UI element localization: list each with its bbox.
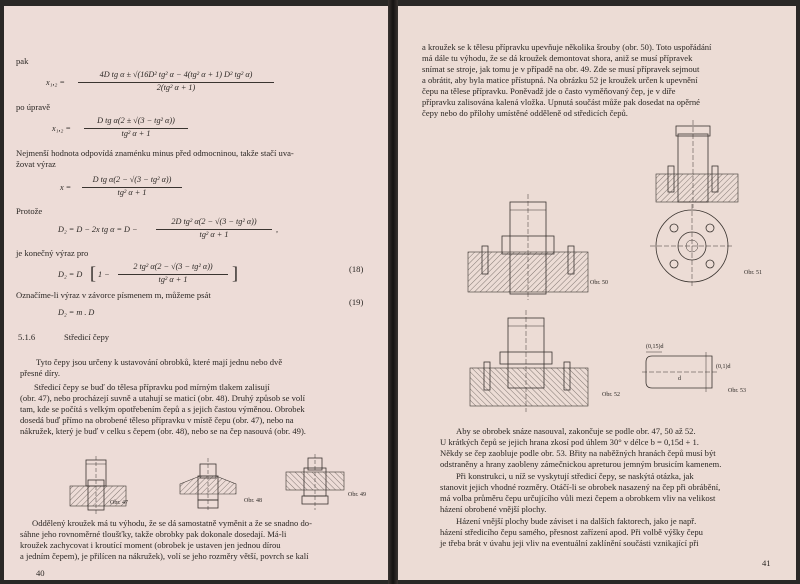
caption-fig-53: Obr. 53 <box>728 388 746 394</box>
page-number-right: 41 <box>762 558 771 568</box>
paragraph-1-line-1: Tyto čepy jsou určeny k ustavování obrobků, které mají jednu nebo dvě <box>36 357 283 367</box>
body-line-10: házení středicího čepu samého, přesnost zařízení apod. Při volbě výšky čepu <box>440 527 703 537</box>
caption-fig-48: Obr. 48 <box>244 498 262 504</box>
left-page: pak x₁,₂ = 4D tg α ± √(16D² tg² α − 4(tg² α + 1) D² tg² α) 2(tg² α + 1) po úpravě x₁,₂ = D tg α(2 ± √(3 − tg² α)) tg² α + 1 Nejmenší hodnota odpovídá znaménku minus před odmocninou, takže stačí uva- žovat výraz x = D tg α(2 − √(3 − tg² α)) tg² α + 1 Protože D₂ = D − 2x tg α = D − 2D tg² α(2 − √(3 − tg² α)) tg² α + 1 , je konečný výraz pro D₂ = D [ 1 − 2 tg² α(2 − √(3 − tg² α)) tg² α + 1 ] (18) Označíme-li výraz v závorce písmenem m, můžeme psát D₂ = m . D (19) 5.1.6 Středicí čepy Tyto čepy jsou určeny k ustavování obrobků, které mají jednu nebo dvě přesné díry. Středicí čepy se buď do tělesa přípravku pod mírným tlakem zalisují (obr. 47), nebo procházejí suvně a utahují se maticí (obr. 48). Druhý způsob se volí tam, kde se počítá s velkým opotřebením čepů a s jejich častou výměnou. Obrobek dosedá buď přímo na obrobené těleso přípravku v místě čepu (obr. 47), nebo na nákružek, který je buď v celku s čepem (obr. 48), nebo se na čep nasouvá (obr. 49). Obr. 47 Obr. 48 Obr. 49 Oddělený kroužek má tu výhodu, že se dá samostatně vyměnit a že se snadno do- sáhne jeho rovnoměrné tloušťky, takže obrobky pak dokonale dosedají. Má-li kroužek zachycovat i kroutící moment (obrobek je ustaven jen jednou dírou a jedním čepem), je přilícen na nákružek), volí se jeho rozměry větší, povrch se kalí 40 <box>4 6 388 580</box>
text-je-konecny: je konečný výraz pro <box>16 248 89 258</box>
figures-47-49 <box>4 6 388 580</box>
text-pak: pak <box>16 56 29 66</box>
text-protoze: Protože <box>16 206 43 216</box>
caption-fig-47: Obr. 47 <box>110 500 128 506</box>
right-line-4: a obrátit, aby byla matice přístupná. Na obrázku 52 je kroužek určen k upevnění <box>422 75 698 85</box>
body-line-4: odstraněny a hrany zaobleny zámečnickou apreturou jemným brusicím kamenem. <box>440 459 722 469</box>
paragraph-2-line-4: dosedá buď přímo na obrobené těleso přípravku v místě čepu (obr. 47), nebo na <box>20 415 294 425</box>
figure-52-drawing <box>470 310 588 412</box>
right-line-3: snímat se stroje, jak tomu je v případě na obr. 49. Zde se musí přípravek sejmout <box>422 64 700 74</box>
paragraph-2-line-1: Středicí čepy se buď do tělesa přípravku pod mírným tlakem zalisují <box>34 382 270 392</box>
caption-fig-50: Obr. 50 <box>590 280 608 286</box>
section-title: Středicí čepy <box>64 332 110 342</box>
body-line-1: Aby se obrobek snáze nasouval, zakončuje se podle obr. 47, 50 až 52. <box>456 426 696 436</box>
book-spine <box>388 0 398 584</box>
caption-fig-51: Obr. 51 <box>744 270 762 276</box>
caption-fig-52: Obr. 52 <box>602 392 620 398</box>
right-line-6: přípravku zalisována kalená vložka. Upnutá součást může pak dosedat na opěrné <box>422 97 701 107</box>
body-line-6: stanovit jejich vhodné rozměry. Otáčí-li se obrobek nasazený na čep při obrábění, <box>440 482 721 492</box>
caption-fig-49: Obr. 49 <box>348 492 366 498</box>
paragraph-1-line-2: přesné díry. <box>20 368 61 378</box>
body-line-7: má volba průměru čepu určujícího vůli mezi čepem a obrobkem vliv na velikost <box>440 493 716 503</box>
text-nejmensi-2: žovat výraz <box>16 159 56 169</box>
figure-50-drawing <box>468 194 588 300</box>
body-line-2: U krátkých čepů se jejich hrana zkosí pod úhlem 30° v délce b = 0,15d + 1. <box>440 437 699 447</box>
right-line-1: a kroužek se k tělesu přípravku upevňuje několika šrouby (obr. 50). Toto uspořádání <box>422 42 712 52</box>
paragraph-2-line-3: tam, kde se počítá s velkým opotřebením čepů a s jejich častou výměnou. Obrobek <box>20 404 305 414</box>
right-page <box>398 6 796 580</box>
fig53-dim-left: (0,15)d <box>646 344 664 350</box>
equation-label-19: (19) <box>349 297 364 307</box>
fig53-dim-right: (0,1)d <box>716 364 731 370</box>
figure-51-top-drawing <box>656 120 738 208</box>
body-line-9: Házení vnější plochy bude záviset i na dalších faktorech, jako je např. <box>456 516 697 526</box>
right-line-5: čepu na tělese přípravku. Poněvadž jde o často vyměňovaný čep, je v díře <box>422 86 676 96</box>
paragraph-3-line-1: Oddělený kroužek má tu výhodu, že se dá samostatně vyměnit a že se snadno do- <box>32 518 312 528</box>
right-line-7: čepy nebo do přílohy umístěné odděleně od středicích čepů. <box>422 108 628 118</box>
equation-label-18: (18) <box>349 264 364 274</box>
body-line-5: Při konstrukci, u níž se vyskytují středicí čepy, se naskýtá otázka, jak <box>456 471 694 481</box>
text-oznacime: Označíme-li výraz v závorce písmenem m, můžeme psát <box>16 290 211 300</box>
figure-49-drawing <box>286 454 344 510</box>
section-number: 5.1.6 <box>18 332 36 342</box>
fig53-dim-d: d <box>678 376 681 382</box>
body-line-8: házení obrobené vnější plochy. <box>440 504 547 514</box>
figure-51-plan-drawing <box>650 204 734 288</box>
body-line-3: Někdy se čep zaobluje podle obr. 53. Břity na naběžných hranách čepů musí být <box>440 448 716 458</box>
paragraph-2-line-5: nákružek, který je buď v celku s čepem (obr. 48), nebo se na čep nasouvá (obr. 49). <box>20 426 306 436</box>
paragraph-2-line-2: (obr. 47), nebo procházejí suvně a utahují se maticí (obr. 48). Druhý způsob se volí <box>20 393 305 403</box>
paragraph-3-line-4: a jedním čepem), je přilícen na nákružek), volí se jeho rozměry větší, povrch se kalí <box>20 551 309 561</box>
figure-53-drawing <box>642 352 718 392</box>
paragraph-3-line-2: sáhne jeho rovnoměrné tloušťky, takže obrobky pak dokonale dosedají. Má-li <box>20 529 287 539</box>
text-po-uprave: po úpravě <box>16 102 51 112</box>
text-nejmensi-1: Nejmenší hodnota odpovídá znaménku minus před odmocninou, takže stačí uva- <box>16 148 294 158</box>
page-number-left: 40 <box>36 568 45 578</box>
paragraph-3-line-3: kroužek zachycovat i kroutící moment (obrobek je ustaven jen jednou dírou <box>20 540 281 550</box>
figure-48-drawing <box>180 458 236 512</box>
right-line-2: má dále tu výhodu, že se dá kroužek demontovat shora, aniž se musí přípravek <box>422 53 693 63</box>
body-line-11: je třeba brát v úvahu jeji vliv na eventuální zaklínění součásti vznikající při <box>440 538 699 548</box>
